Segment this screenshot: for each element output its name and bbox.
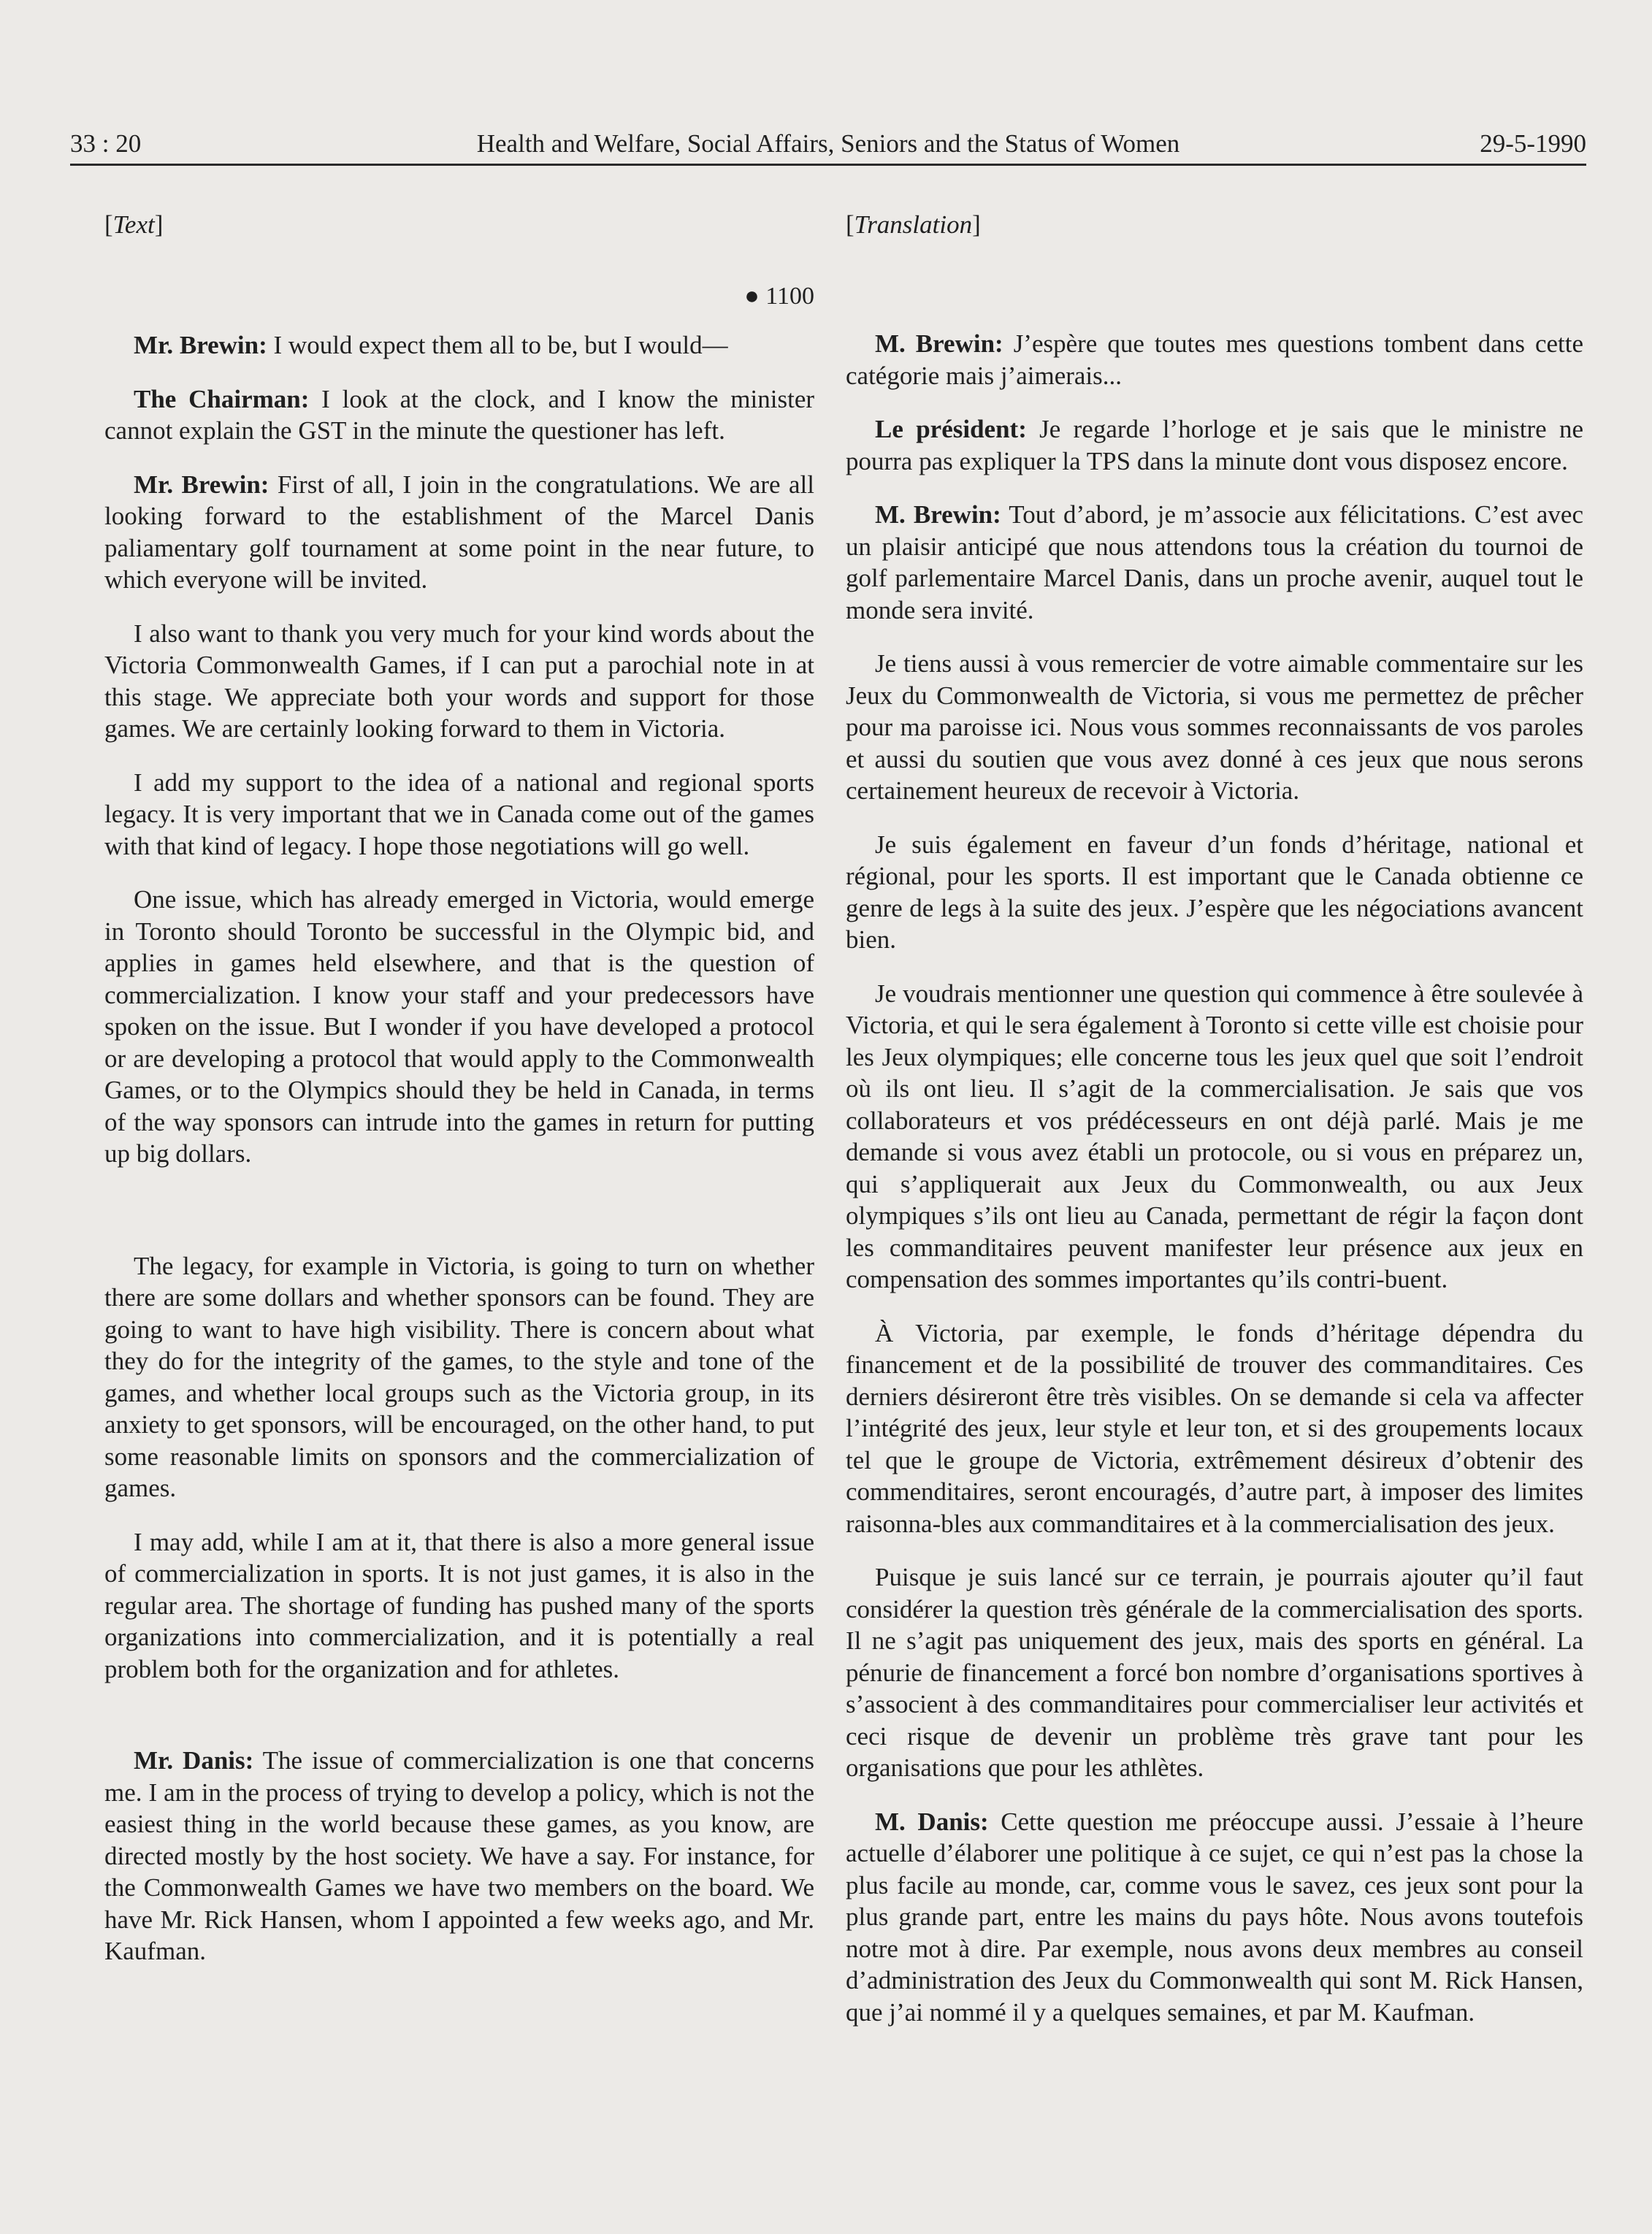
paragraph-text: One issue, which has already emerged in Victoria, would emerge in Toronto should Toronto be successful in the Olympic bid, and applies in games held elsewhere, and that is the question of commercialization. I know your staff and your predecessors have spoken on the issue. But I wonder if you have developed a protocol or are developing a protocol that would apply to the Commonwealth Games, or to the Olympics should they be held in Canada, in terms of the way sponsors can intrude into the games in return for putting up big dollars. [104, 885, 814, 1168]
page-header [70, 126, 1586, 162]
paragraph [846, 829, 1583, 956]
paragraph-text: The legacy, for example in Victoria, is going to turn on whether there are some dollars and whether sponsors can be found. They are going to want to have high visibility. There is concern about what they do for the integrity of the games, to the style and tone of the games, and whether local groups such as the Victoria group, in its anxiety to get sponsors, will be encouraged, on the other hand, to put some reasonable limits on sponsors and the commercialization of games. [104, 1251, 814, 1502]
paragraph-text: I may add, while I am at it, that there is also a more general issue of commercialization in sports. It is not just games, it is also in the regular area. The shortage of funding has pushed many of the sports organizations into commercialization, and it is potentially a real problem both for the organization and for athletes. [104, 1527, 814, 1683]
column-tag-translation: [Translation] [846, 210, 981, 239]
right-column [846, 208, 1583, 2050]
paragraph [846, 1561, 1583, 1784]
paragraph [846, 328, 1583, 391]
speaker: Mr. Danis: [134, 1746, 254, 1775]
speaker: Mr. Brewin: [134, 331, 267, 359]
paragraph-text: Je suis également en faveur d’un fonds d’héritage, national et régional, pour les sports. Il est important que le Canada obtienne ce genre de legs à la suite des jeux. J’espère que les négociations avancent bien. [846, 830, 1583, 954]
speaker: Mr. Brewin: [134, 470, 269, 499]
paragraph [846, 648, 1583, 807]
paragraph [846, 1317, 1583, 1540]
paragraph [846, 978, 1583, 1296]
paragraph-text: I also want to thank you very much for your kind words about the Victoria Commonwealth Games, if I can put a parochial note in at this stage. We appreciate both your words and support for those games. We are certainly looking forward to them in Victoria. [104, 619, 814, 743]
paragraph-text: J’espère que toutes mes questions tombent dans cette catégorie mais j’aimerais... [846, 329, 1583, 390]
paragraph [104, 469, 814, 596]
paragraph [846, 499, 1583, 626]
paragraph-text: I add my support to the idea of a national and regional sports legacy. It is very important that we in Canada come out of the games with that kind of legacy. I hope those negotiations will go well. [104, 768, 814, 860]
running-title: Health and Welfare, Social Affairs, Seniors and the Status of Women [476, 129, 1180, 158]
speaker: The Chairman: [134, 384, 310, 413]
speaker: M. Brewin: [875, 329, 1003, 358]
paragraph-text: Cette question me préoccupe aussi. J’essaie à l’heure actuelle d’élaborer une politique à ce sujet, ce qui n’est pas la chose la plus facile au monde, car, comme vous le savez, ces jeux sont pour la plus grande part, entre les mains du pays hôte. Nous avons toutefois notre mot à dire. Par exemple, nous avons deux membres au conseil d’administration des Jeux du Commonwealth qui sont M. Rick Hansen, que j’ai nommé il y a quelques semaines, et par M. Kaufman. [846, 1807, 1583, 2027]
paragraph [104, 767, 814, 862]
paragraph [846, 1806, 1583, 2029]
paragraph-text: First of all, I join in the congratulations. We are all looking forward to the establishment of the Marcel Danis paliamentary golf tournament at some point in the near future, to which everyone will be invited. [104, 470, 814, 594]
paragraph [104, 1526, 814, 1686]
paragraph-text: Je voudrais mentionner une question qui commence à être soulevée à Victoria, et qui le sera également à Toronto si cette ville est choisie pour les Jeux olympiques; elle concerne tous les jeux quel que soit l’endroit où ils ont lieu. Il s’agit de la commercialisation. Je sais que vos collaborateurs et vos prédécesseurs en ont déjà parlé. Mais je me demande si vous avez établi un protocole, ou si vous en préparez un, qui s’appliquerait aux Jeux du Commonwealth, ou aux Jeux olympiques s’ils ont lieu au Canada, permettant de régir la façon dont les commanditaires peuvent manifester leur présence aux jeux en compensation des sommes importantes qu’ils contri-buent. [846, 979, 1583, 1293]
column-tag-label: Translation [854, 210, 973, 239]
header-rule [70, 164, 1586, 166]
header-date: 29-5-1990 [1480, 129, 1586, 158]
paragraph [846, 413, 1583, 477]
paragraph-text: Puisque je suis lancé sur ce terrain, je pourrais ajouter qu’il faut considérer la question très générale de la commercialisation des sports. Il ne s’agit pas uniquement des jeux, mais des sports en général. La pénurie de financement a forcé bon nombre d’organisations sportives à s’associent à des commanditaires pour commercialiser leur activités et ceci risque de devenir un problème très grave tant pour les organisations que pour les athlètes. [846, 1563, 1583, 1782]
paragraph-text: Je regarde l’horloge et je sais que le ministre ne pourra pas expliquer la TPS dans la minute dont vous disposez encore. [846, 415, 1583, 475]
left-column [104, 208, 814, 1989]
paragraph [104, 1745, 814, 1967]
column-tag-label: Text [112, 210, 155, 239]
paragraph [104, 383, 814, 447]
paragraph [104, 329, 814, 362]
paragraph-text: Je tiens aussi à vous remercier de votre aimable commentaire sur les Jeux du Commonwealth de Victoria, si vous me permettez de prêcher pour ma paroisse ici. Nous vous sommes reconnaissants de vos paroles et aussi du soutien que vous avez donné à ces jeux que nous serons certainement heureux de recevoir à Victoria. [846, 649, 1583, 805]
speaker: M. Brewin: [875, 500, 1001, 529]
page-number: 33 : 20 [70, 129, 142, 158]
paragraph [104, 884, 814, 1170]
paragraph-text: I look at the clock, and I know the minister cannot explain the GST in the minute the questioner has left. [104, 384, 815, 445]
paragraph [104, 618, 814, 745]
speaker: Le président: [875, 415, 1027, 443]
paragraph-text: Tout d’abord, je m’associe aux félicitations. C’est avec un plaisir anticipé que nous attendons tous la création du tournoi de golf parlementaire Marcel Danis, dans un proche avenir, auquel tout le monde sera invité. [846, 500, 1583, 624]
paragraph-text: The issue of commercialization is one that concerns me. I am in the process of trying to develop a policy, which is not the easiest thing in the world because these games, as you know, are directed mostly by the host society. We have a say. For instance, for the Commonwealth Games we have two members on the board. We have Mr. Rick Hansen, whom I appointed a few weeks ago, and Mr. Kaufman. [104, 1746, 814, 1965]
paragraph [104, 1250, 814, 1504]
paragraph-text: I would expect them all to be, but I would— [267, 331, 728, 359]
time-marker: ● 1100 [744, 283, 814, 310]
speaker: M. Danis: [875, 1807, 989, 1836]
paragraph-text: À Victoria, par exemple, le fonds d’héritage dépendra du financement et de la possibilité de trouver des commanditaires. Ces derniers désireront être très visibles. On se demande si cela va affecter l’intégrité des jeux, leur style et leur ton, et si des groupements locaux tel que le groupe de Victoria, extrêmement désireux d’obtenir des commenditaires, seront encouragés, d’autre part, à imposer des limites raisonna-bles aux commanditaires et à la commercialisation des jeux. [846, 1318, 1583, 1538]
column-tag-text: [Text] [104, 210, 164, 239]
